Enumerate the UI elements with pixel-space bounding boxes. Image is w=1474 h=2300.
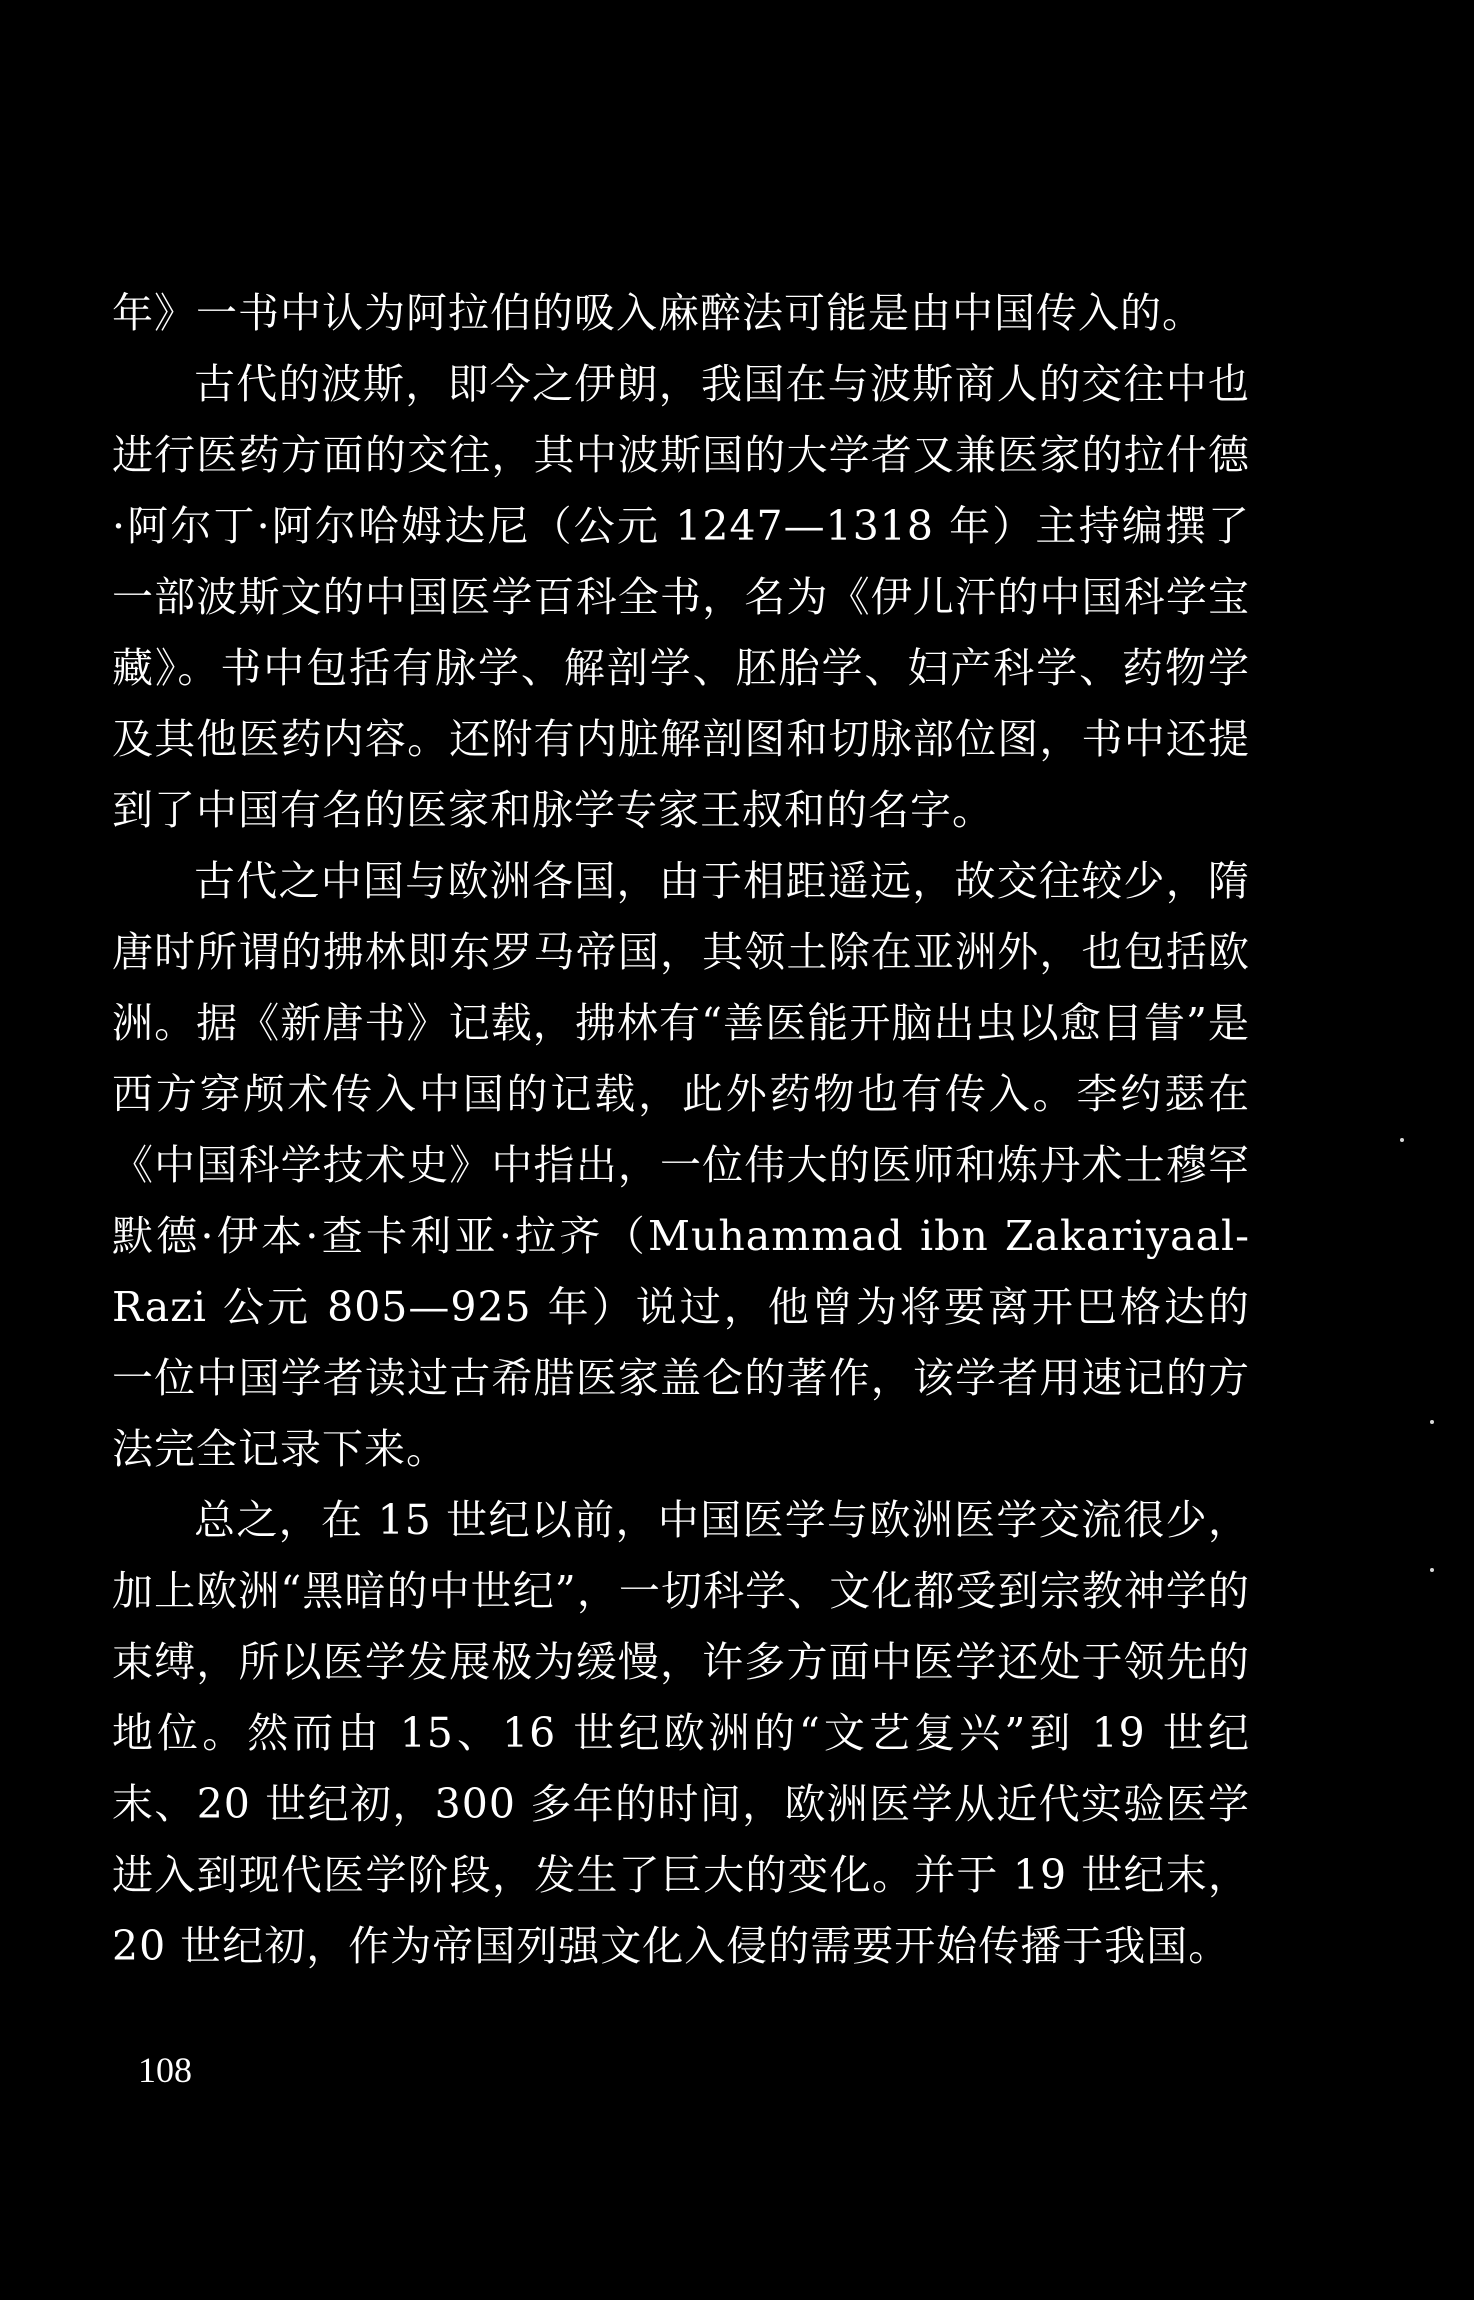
paragraph-4: 总之，在 15 世纪以前，中国医学与欧洲医学交流很少，加上欧洲“黑暗的中世纪”，一切科学、文化都受到宗教神学的束缚，所以医学发展极为缓慢，许多方面中医学还处于领先的地位。然而由 15、16 世纪欧洲的“文艺复兴”到 19 世纪末、20 世纪初，300 多年的时间，欧洲医学从近代实验医学进入到现代医学阶段，发生了巨大的变化。并于 19 世纪末，20 世纪初，作为帝国列强文化入侵的需要开始传播于我国。 <box>112 1496 1250 1970</box>
scan-speck <box>1430 1568 1434 1572</box>
body-text <box>112 278 1250 1982</box>
paragraph-1: 年》一书中认为阿拉伯的吸入麻醉法可能是由中国传入的。 <box>112 289 1204 337</box>
paragraph-2: 古代的波斯，即今之伊朗，我国在与波斯商人的交往中也进行医药方面的交往，其中波斯国的大学者又兼医家的拉什德·阿尔丁·阿尔哈姆达尼（公元 1247—1318 年）主持编撰了一部波斯文的中国医学百科全书，名为《伊儿汗的中国科学宝藏》。书中包括有脉学、解剖学、胚胎学、妇产科学、药物学及其他医药内容。还附有内脏解剖图和切脉部位图，书中还提到了中国有名的医家和脉学专家王叔和的名字。 <box>112 360 1250 834</box>
page-number: 108 <box>138 2050 192 2090</box>
scan-speck <box>1400 1138 1404 1142</box>
scan-speck <box>1430 1420 1434 1424</box>
paragraph-3: 古代之中国与欧洲各国，由于相距遥远，故交往较少，隋唐时所谓的拂林即东罗马帝国，其领土除在亚洲外，也包括欧洲。据《新唐书》记载，拂林有“善医能开脑出虫以愈目眚”是西方穿颅术传入中国的记载，此外药物也有传入。李约瑟在《中国科学技术史》中指出，一位伟大的医师和炼丹术士穆罕默德·伊本·查卡利亚·拉齐（Muhammad ibn Zakariyaal-Razi 公元 805—925 年）说过，他曾为将要离开巴格达的一位中国学者读过古希腊医家盖仑的著作，该学者用速记的方法完全记录下来。 <box>112 857 1250 1473</box>
